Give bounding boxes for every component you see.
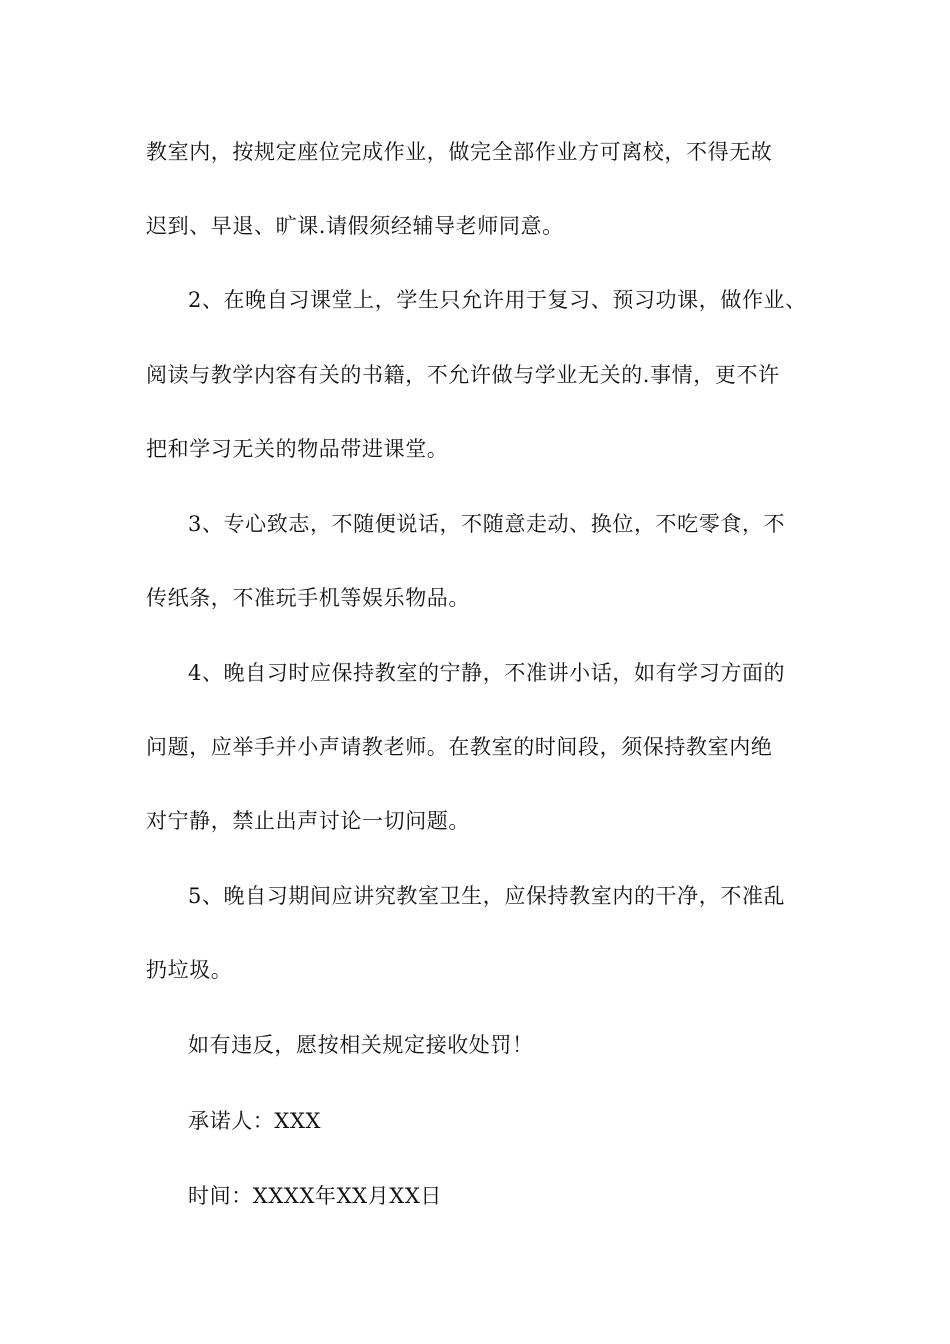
text-line: 扔垃圾。 xyxy=(146,958,233,982)
rule-3-line: 3、专心致志，不随便说话，不随意走动、换位，不吃零食，不 xyxy=(188,512,786,536)
text-line: 阅读与教学内容有关的书籍，不允许做与学业无关的.事情，更不许 xyxy=(146,363,780,387)
violation-statement: 如有违反，愿按相关规定接收处罚！ xyxy=(188,1033,534,1057)
rule-4-line: 4、晚自习时应保持教室的宁静，不准讲小话，如有学习方面的 xyxy=(188,661,786,685)
text-line: 迟到、早退、旷课.请假须经辅导老师同意。 xyxy=(146,214,564,238)
text-line: 传纸条，不准玩手机等娱乐物品。 xyxy=(146,586,470,610)
date-field: 时间：XXXX年XX月XX日 xyxy=(188,1184,443,1208)
text-line: 对宁静，禁止出声讨论一切问题。 xyxy=(146,809,470,833)
promisor-field: 承诺人：XXX xyxy=(188,1109,322,1133)
rule-2-line: 2、在晚自习课堂上，学生只允许用于复习、预习功课，做作业、 xyxy=(188,288,807,312)
text-line: 问题，应举手并小声请教老师。在教室的时间段，须保持教室内绝 xyxy=(146,735,773,759)
text-line: 把和学习无关的物品带进课堂。 xyxy=(146,437,449,461)
text-line: 教室内，按规定座位完成作业，做完全部作业方可离校，不得无故 xyxy=(146,140,773,164)
rule-5-line: 5、晚自习期间应讲究教室卫生，应保持教室内的干净，不准乱 xyxy=(188,884,786,908)
